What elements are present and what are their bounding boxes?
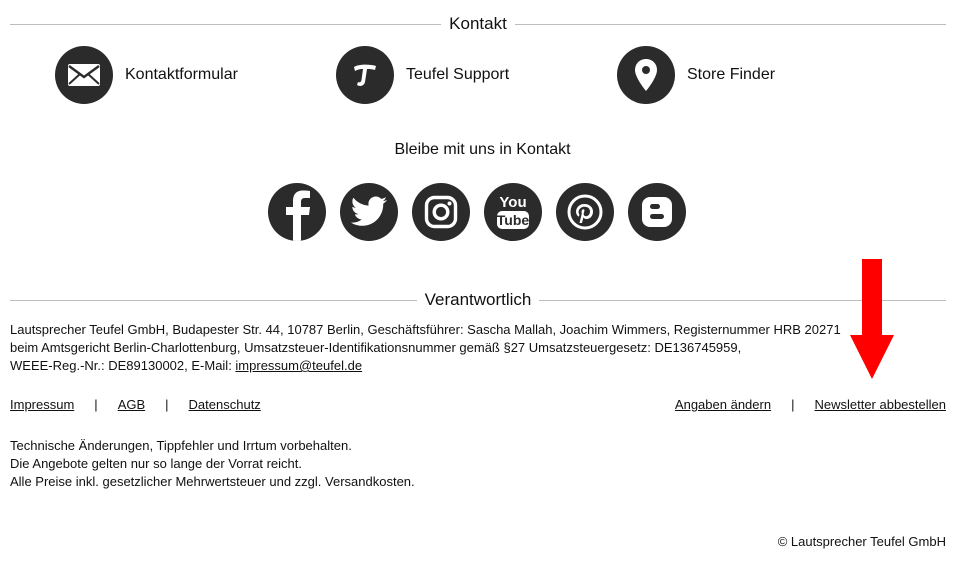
divider-left xyxy=(10,300,417,301)
separator: | xyxy=(94,397,98,412)
footer-links-right xyxy=(675,397,946,412)
mail-icon xyxy=(55,46,113,104)
store-finder-link[interactable] xyxy=(617,46,775,104)
contact-options xyxy=(55,46,955,106)
svg-text:Tube: Tube xyxy=(496,212,530,228)
kontakt-heading xyxy=(10,14,946,34)
impressum-link[interactable]: Impressum xyxy=(10,397,75,412)
teufel-support-link[interactable] xyxy=(336,46,509,104)
social-links xyxy=(268,183,686,241)
blogger-icon[interactable] xyxy=(628,183,686,241)
disclaimer-line-1: Technische Änderungen, Tippfehler und Irrtum vorbehalten. xyxy=(10,438,352,453)
copyright: © Lautsprecher Teufel GmbH xyxy=(777,534,946,549)
verantwortlich-title: Verantwortlich xyxy=(424,290,532,309)
divider-left xyxy=(10,24,441,25)
contact-form-link[interactable] xyxy=(55,46,238,104)
unsubscribe-newsletter-link[interactable]: Newsletter abbestellen xyxy=(814,397,946,412)
youtube-icon[interactable] xyxy=(484,183,542,241)
svg-text:You: You xyxy=(499,194,527,211)
store-finder-label: Store Finder xyxy=(687,66,776,83)
change-details-link[interactable]: Angaben ändern xyxy=(674,397,772,412)
legal-line-3 xyxy=(10,357,950,375)
legal-line-1: Lautsprecher Teufel GmbH, Budapester Str. 44, 10787 Berlin, Geschäftsführer: Sascha Mallah, Joachim Wimmers, Registernummer HRB 20271 xyxy=(10,322,841,337)
separator: | xyxy=(791,397,795,412)
disclaimer xyxy=(10,437,415,491)
footer-links-left xyxy=(10,397,261,412)
disclaimer-line-2: Die Angebote gelten nur so lange der Vorrat reicht. xyxy=(10,456,302,471)
red-arrow-icon xyxy=(849,259,895,381)
email-link[interactable]: impressum@teufel.de xyxy=(235,358,363,373)
teufel-logo-icon xyxy=(336,46,394,104)
map-pin-icon xyxy=(617,46,675,104)
facebook-icon[interactable] xyxy=(268,183,326,241)
kontakt-title: Kontakt xyxy=(449,14,507,33)
weee-text: WEEE-Reg.-Nr.: DE89130002, E-Mail: xyxy=(10,358,236,373)
instagram-icon[interactable] xyxy=(412,183,470,241)
divider-right xyxy=(515,24,946,25)
separator: | xyxy=(165,397,169,412)
pinterest-icon[interactable] xyxy=(556,183,614,241)
teufel-support-label: Teufel Support xyxy=(406,66,510,83)
social-heading: Bleibe mit uns in Kontakt xyxy=(394,141,571,158)
twitter-icon[interactable] xyxy=(340,183,398,241)
agb-link[interactable]: AGB xyxy=(117,397,146,412)
legal-info xyxy=(10,321,950,375)
disclaimer-line-3: Alle Preise inkl. gesetzlicher Mehrwertsteuer und zzgl. Versandkosten. xyxy=(10,474,415,489)
contact-form-label: Kontaktformular xyxy=(125,66,238,83)
datenschutz-link[interactable]: Datenschutz xyxy=(188,397,261,412)
verantwortlich-heading xyxy=(10,290,946,310)
legal-line-2: beim Amtsgericht Berlin-Charlottenburg, Umsatzsteuer-Identifikationsnummer gemäß §27 Umsatzsteuergesetz: DE136745959, xyxy=(10,340,742,355)
